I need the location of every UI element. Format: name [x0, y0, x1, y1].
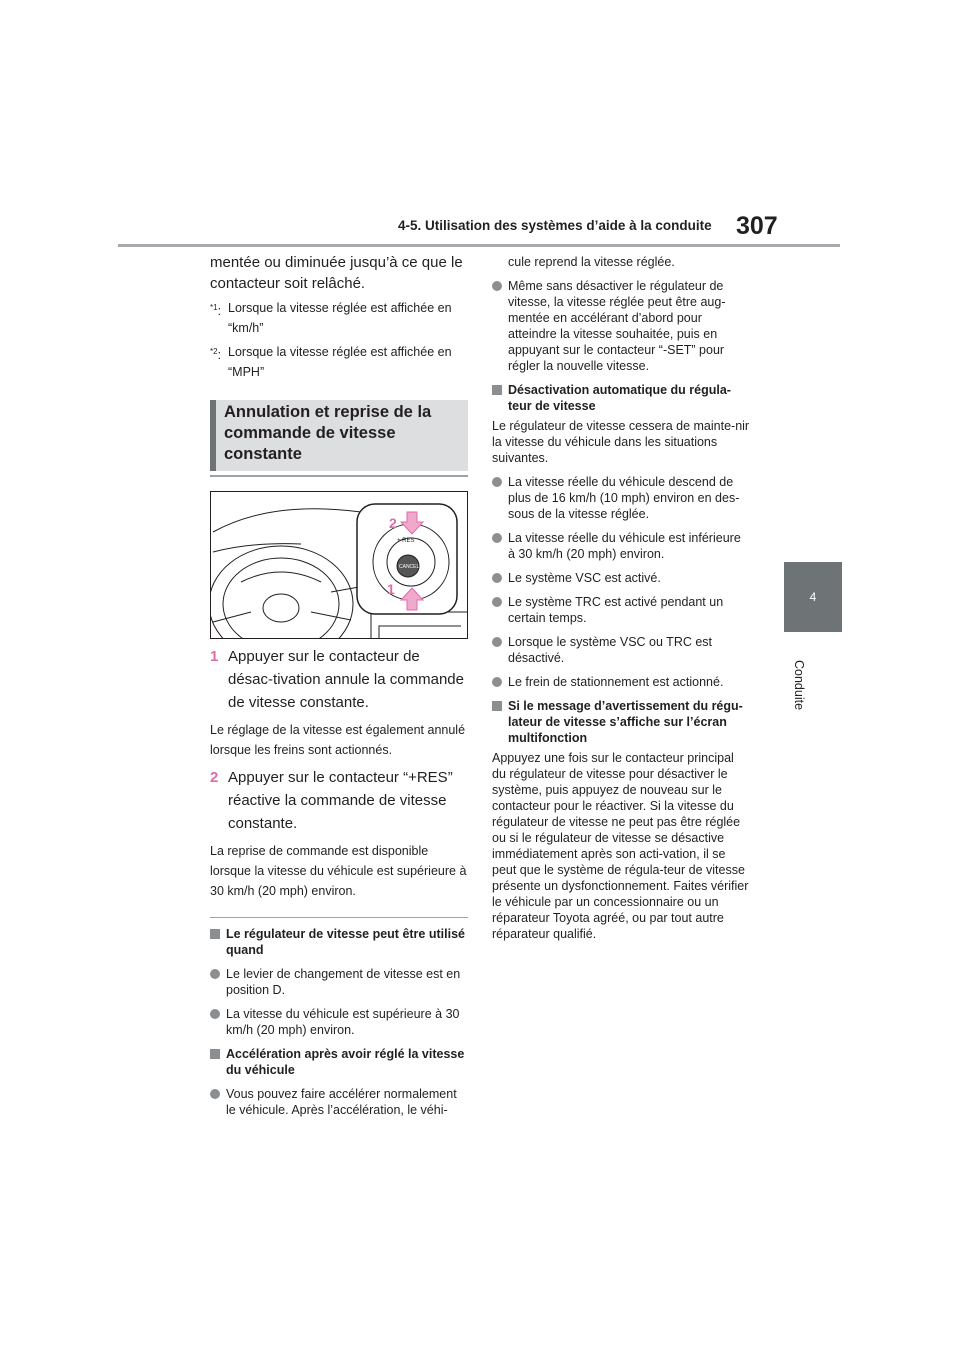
steering-wheel-illustration: [210, 491, 468, 639]
chapter-number: 4: [809, 590, 817, 604]
section-rule: [210, 475, 468, 477]
round-bullet-icon: [210, 969, 220, 979]
intro-text: mentée ou diminuée jusqu’à ce que le contacteur soit relâché.: [210, 254, 463, 292]
step-note: La reprise de commande est disponible lorsque la vitesse du véhicule est supérieure à 30 km/h (20 mph) environ.: [210, 844, 467, 898]
running-header-title: 4-5. Utilisation des systèmes d’aide à la conduite: [398, 218, 712, 233]
cancel-button-label: CANCEL: [399, 564, 420, 570]
chapter-tab: [784, 562, 842, 632]
right-column: [492, 254, 750, 942]
bullet-text: Le système TRC est activé pendant un certain temps.: [508, 595, 724, 625]
step-text: Appuyer sur le contacteur de désac-tivation annule la commande de vitesse constante.: [228, 648, 464, 711]
bullet-text: Même sans désactiver le régulateur de vitesse, la vitesse réglée peut être aug-mentée en accélérant d’abord pour atteindre la vitesse souhaitée, puis en appuyant sur le contacteur “-SET” pour régler la nouvelle vitesse.: [508, 279, 726, 373]
round-bullet-icon: [492, 677, 502, 687]
chapter-label: Conduite: [792, 660, 806, 711]
round-bullet-icon: [492, 477, 502, 487]
bullet-text: La vitesse réelle du véhicule descend de plus de 16 km/h (10 mph) environ en des-sous de la vitesse réglée.: [508, 475, 740, 521]
round-bullet-icon: [492, 281, 502, 291]
step-number: 1: [210, 648, 219, 665]
footnote: $^{*2}$: Lorsque la vitesse réglée est affichée en “MPH”: [210, 342, 468, 382]
square-bullet-icon: [492, 385, 502, 395]
bullet-item: [492, 594, 750, 626]
subheading: [210, 926, 468, 958]
bullet-item: [492, 570, 750, 586]
square-bullet-icon: [210, 929, 220, 939]
round-bullet-icon: [492, 637, 502, 647]
bullet-text: Le système VSC est activé.: [508, 571, 661, 585]
square-bullet-icon: [492, 701, 502, 711]
footnote: $^{*1}$: Lorsque la vitesse réglée est affichée en “km/h”: [210, 298, 468, 338]
res-button-label: + RES: [397, 538, 415, 544]
bullet-item: [210, 966, 468, 998]
section-title: Annulation et reprise de la commande de vitesse constante: [210, 400, 468, 471]
footnote-mark: *1: [210, 303, 218, 312]
bullet-item: [210, 1086, 468, 1118]
round-bullet-icon: [210, 1009, 220, 1019]
subheading-text: Si le message d’avertissement du régu-lateur de vitesse s’affiche sur l’écran multifonction: [508, 699, 743, 745]
page-number: 307: [736, 212, 778, 240]
subheading: [492, 698, 750, 746]
left-column: [210, 252, 468, 1118]
subheading-text: Le régulateur de vitesse peut être utilisé quand: [226, 927, 465, 957]
bullet-text: Le frein de stationnement est actionné.: [508, 675, 724, 689]
round-bullet-icon: [210, 1089, 220, 1099]
round-bullet-icon: [492, 533, 502, 543]
continued-text: cule reprend la vitesse réglée.: [508, 255, 675, 269]
paragraph: Appuyez une fois sur le contacteur principal du régulateur de vitesse pour désactiver le système, puis appuyez de nouveau sur le contacteur pour le réactiver. Si la vitesse du régulateur de vitesse ne peut pas être réglée ou si le régulateur de vitesse se désactive immédiatement après son acti-vation, il se peut que le système de régula-teur de vitesse présente un dysfonctionnement. Faites vérifier le véhicule par un concessionnaire ou un réparateur Toyota agréé, ou par tout autre réparateur qualifié.: [492, 751, 749, 941]
bullet-item: [492, 674, 750, 690]
bullet-text: Lorsque le système VSC ou TRC est désactivé.: [508, 635, 713, 665]
callout-2: 2: [389, 515, 397, 531]
footnote-text: Lorsque la vitesse réglée est affichée en “km/h”: [228, 301, 452, 335]
paragraph: Le régulateur de vitesse cessera de mainte-nir la vitesse du véhicule dans les situations suivantes.: [492, 419, 750, 465]
subheading: [492, 382, 750, 414]
bullet-text: Vous pouvez faire accélérer normalement le véhicule. Après l’accélération, le véhi-: [226, 1087, 457, 1117]
step-text: Appuyer sur le contacteur “+RES” réactive la commande de vitesse constante.: [228, 769, 453, 832]
bullet-item: [492, 474, 750, 522]
round-bullet-icon: [492, 597, 502, 607]
bullet-item: [492, 634, 750, 666]
bullet-item: [492, 530, 750, 562]
footnote-text: Lorsque la vitesse réglée est affichée en “MPH”: [228, 345, 452, 379]
bullet-text: La vitesse du véhicule est supérieure à 30 km/h (20 mph) environ.: [226, 1007, 460, 1037]
bullet-item: [492, 278, 750, 374]
subheading-text: Désactivation automatique du régula-teur de vitesse: [508, 383, 731, 413]
footnote-mark: *2: [210, 347, 218, 356]
step-number: 2: [210, 769, 219, 786]
bullet-item: [210, 1006, 468, 1038]
callout-1: 1: [387, 581, 395, 597]
round-bullet-icon: [492, 573, 502, 583]
square-bullet-icon: [210, 1049, 220, 1059]
steering-wheel-drawing: [211, 492, 467, 638]
subheading-text: Accélération après avoir réglé la vitesse du véhicule: [226, 1047, 465, 1077]
step-note: Le réglage de la vitesse est également annulé lorsque les freins sont actionnés.: [210, 723, 466, 757]
header-rule: [118, 244, 840, 247]
step-item: [210, 645, 468, 714]
step-item: [210, 766, 468, 835]
bullet-text: Le levier de changement de vitesse est en position D.: [226, 967, 461, 997]
subheading: [210, 1046, 468, 1078]
bullet-text: La vitesse réelle du véhicule est inférieure à 30 km/h (20 mph) environ.: [508, 531, 741, 561]
divider: [210, 917, 468, 918]
